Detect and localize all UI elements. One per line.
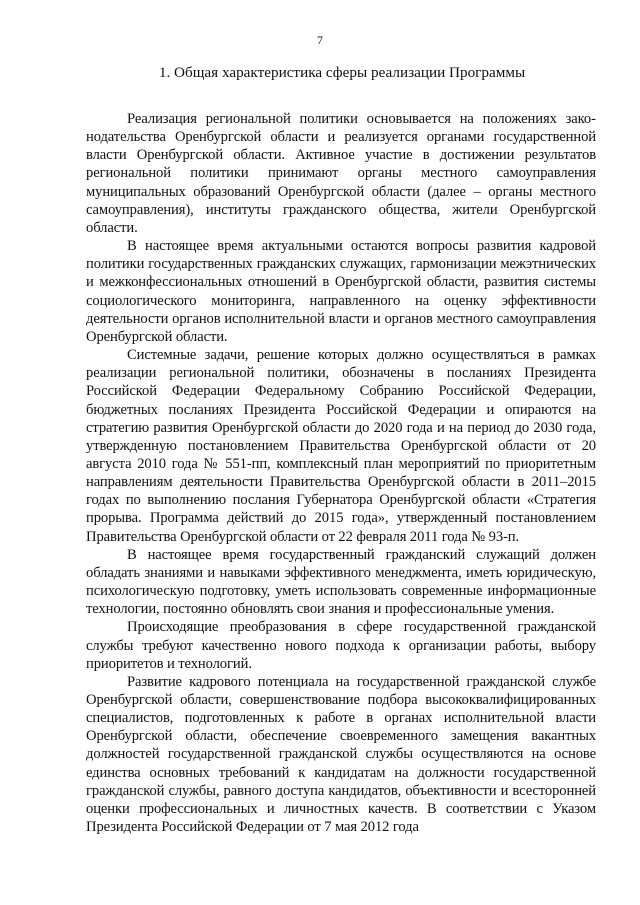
- paragraph-system-tasks: Системные задачи, решение которых должно осуществляться в рамках реализации региональной политики, обозначены в посланиях Президента Российской Федерации Федеральному Собранию Российской Федерации, бюджетных посланиях Президента Российской Федерации и опираются на стратегию развития Оренбургской области до 2020 года и на период до 2030 года, утвержденную постановлением Правительства Оренбургской области от 20 августа 2010 года № 551-пп, комплексный план мероприятий по приоритетным направлениям деятельности Правительства Оренбургской области в 2011–2015 годах по выполнению послания Губернатора Оренбургской области «Стратегия прорыва. Программа действий до 2015 года», утвержденный постановлением Правительства Оренбургской области от 22 февраля 2011 года № 93-п.: [86, 347, 596, 545]
- paragraph-personnel-potential: Развитие кадрового потенциала на государственной гражданской службе Оренбургской области, совершенствование подбора высококвалифицированных специалистов, подготовленных к работе в органах исполнительной власти Оренбургской области, обеспечение своевременного замещения вакантных должностей государственной гражданской службы осуществляются на основе единства основных требований к кандидатам на должности государственной гражданской службы, равного доступа кандидатов, объективности и всесторонней оценки профессиональных и личностных качеств. В соответствии с Указом Президента Российской Федерации от 7 мая 2012 года: [86, 673, 596, 836]
- body-text: [86, 110, 596, 836]
- section-title: 1. Общая характеристика сферы реализации Программы: [158, 64, 526, 81]
- paragraph-regional-policy-basis: Реализация региональной политики основывается на положениях законодательства Оренбургской области и реализуется органами государственной власти Оренбургской области. Активное участие в достижении результатов региональной политики принимают органы местного самоуправления муниципальных образований Оренбургской области (далее – органы местного самоуправления), институты гражданского общества, жители Оренбургской области.: [86, 111, 596, 236]
- page-number: 7: [317, 33, 323, 47]
- paragraph-transformations: Происходящие преобразования в сфере государственной гражданской службы требуют качественно нового подхода к организации работы, выбору приоритетов и технологий.: [86, 619, 596, 672]
- paragraph-current-issues: В настоящее время актуальными остаются вопросы развития кадровой политики государственных гражданских служащих, гармонизации межэтнических и межконфессиональных отношений в Оренбургской области, развития системы социологического мониторинга, направленного на оценку эффективности деятельности органов исполнительной власти и органов местного самоуправления Оренбургской области.: [86, 238, 596, 345]
- paragraph-civil-servant-skills: В настоящее время государственный гражданский служащий должен обладать знаниями и навыками эффективного менеджмента, иметь юридическую, психологическую подготовку, уметь использовать современные информационные технологии, постоянно обновлять свои знания и профессиональные умения.: [86, 546, 596, 618]
